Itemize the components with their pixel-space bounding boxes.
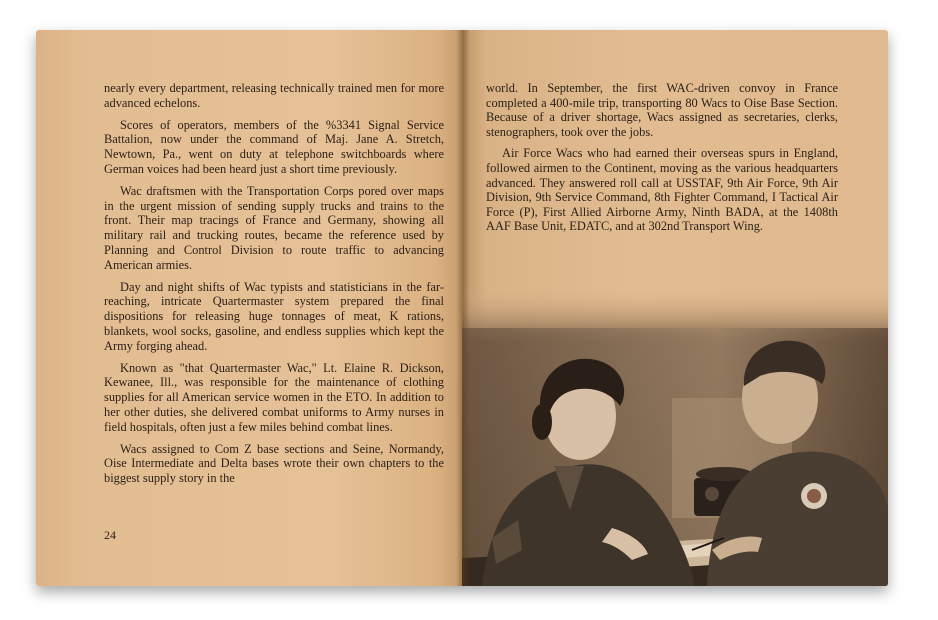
open-booklet xyxy=(36,30,888,586)
left-paragraph-1: nearly every department, releasing technically trained men for more advanced echelons. xyxy=(104,81,444,110)
right-page xyxy=(462,30,888,586)
page-number: 24 xyxy=(104,528,116,542)
right-paragraph-1: world. In September, the first WAC-driven convoy in France completed a 400-mile trip, transporting 80 Wacs to Oise Base Section. Because of a driver shortage, Wacs assigned as secretaries, clerks, stenographers, took over the jobs. xyxy=(486,81,838,139)
left-page-text xyxy=(104,81,444,493)
left-paragraph-6: Wacs assigned to Com Z base sections and Seine, Normandy, Oise Intermediate and Delta bases wrote their own chapters to the biggest supply story in the xyxy=(104,441,444,486)
left-paragraph-2: Scores of operators, members of the %3341 Signal Service Battalion, now under the command of Maj. Jane A. Stretch, Newtown, Pa., went on duty at telephone switchboards where German voices had been heard just a short time previously. xyxy=(104,117,444,176)
right-paragraph-2: Air Force Wacs who had earned their overseas spurs in England, followed airmen to the Continent, moving as the various headquarters advanced. They answered roll call at USSTAF, 9th Air Force, 9th Air Division, 9th Service Command, 8th Fighter Command, I Tactical Air Force (P), First Allied Airborne Army, Ninth BADA, at the 1408th AAF Base Unit, EDATC, and at 302nd Transport Wing. xyxy=(486,146,838,234)
book-gutter xyxy=(456,30,470,586)
left-page xyxy=(36,30,462,586)
right-page-text xyxy=(486,81,838,241)
wac-photograph xyxy=(462,288,888,586)
left-paragraph-3: Wac draftsmen with the Transportation Corps pored over maps in the urgent mission of sending supply trucks and trains to the front. Their map tracings of France and Germany, showing all military rail and trucking routes, became the reference used by Planning and Control Division to route traffic to advancing American armies. xyxy=(104,183,444,272)
left-paragraph-5: Known as "that Quartermaster Wac," Lt. Elaine R. Dickson, Kewanee, Ill., was responsible for the maintenance of clothing supplies for all American service women in the ETO. In addition to her other duties, she delivered combat uniforms to Army nurses in field hospitals, often just a few miles behind combat lines. xyxy=(104,360,444,434)
left-paragraph-4: Day and night shifts of Wac typists and statisticians in the far-reaching, intricate Quartermaster system prepared the final dispositions for releasing huge tonnages of meat, K rations, blankets, wool socks, gasoline, and endless supplies which kept the Army forging ahead. xyxy=(104,279,444,353)
